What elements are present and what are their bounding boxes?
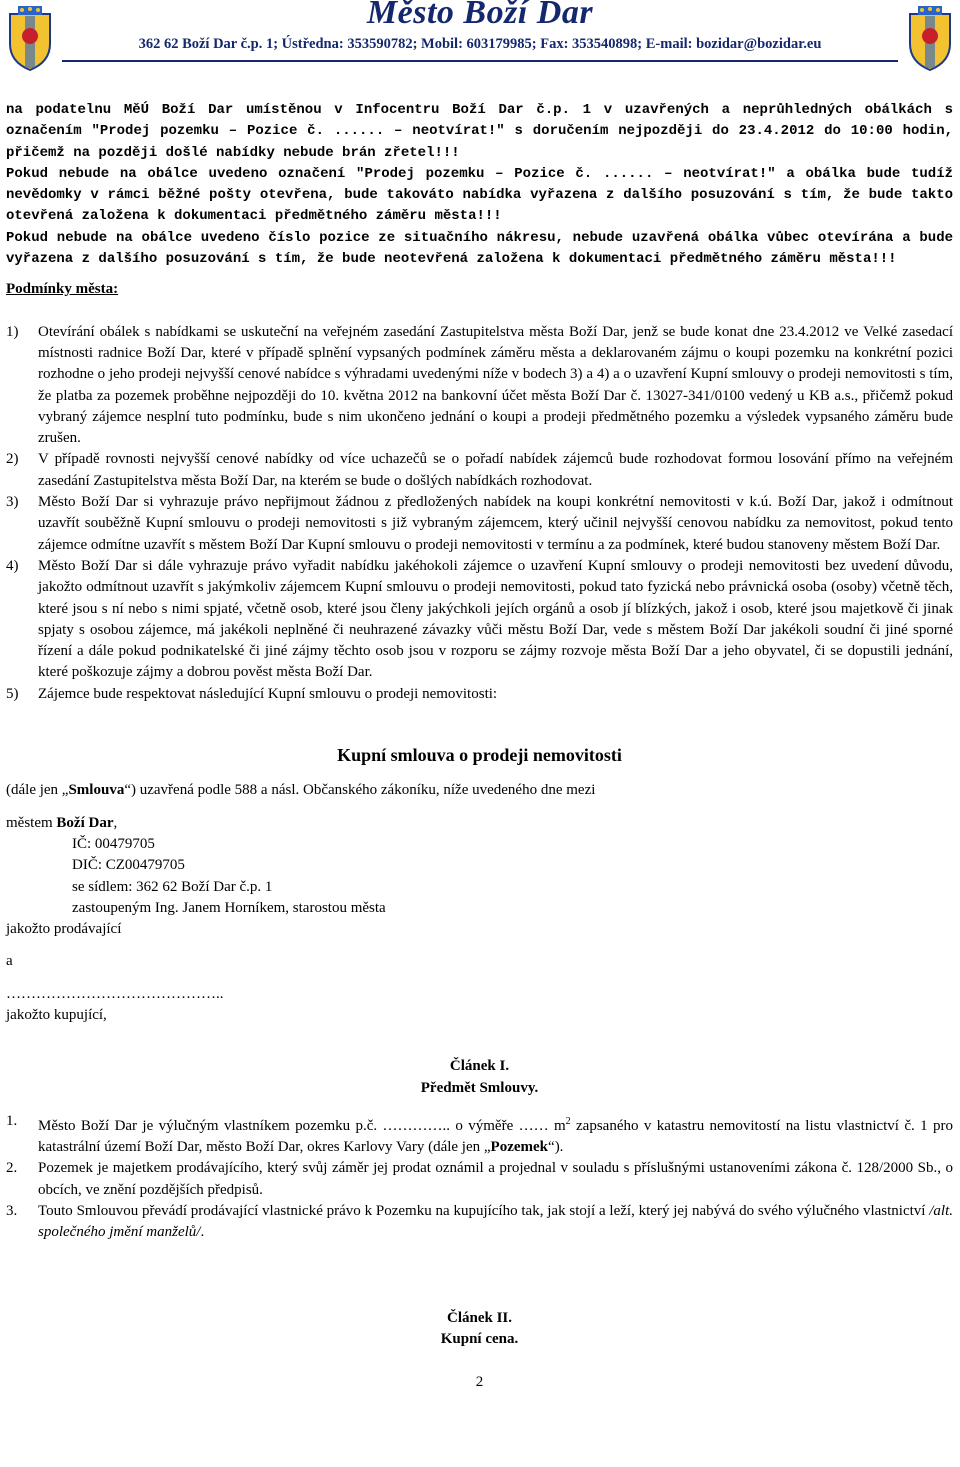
contract-intro-text: “) uzavřená podle 588 a násl. Občanského zákoníku, níže uvedeného dne mezi — [124, 782, 596, 799]
condition-number: 3) — [6, 494, 19, 511]
article-item-term: Pozemek — [490, 1139, 549, 1156]
seller-name: Boží Dar — [56, 814, 114, 831]
article-1-subheading: Předmět Smlouvy. — [420, 1079, 539, 1096]
article-item-number: 1. — [6, 1112, 18, 1129]
condition-item — [6, 556, 953, 684]
buyer-placeholder: …………………………………….. — [6, 985, 224, 1002]
conjunction: a — [6, 953, 13, 970]
article-item-number: 2. — [6, 1160, 18, 1177]
seller-role: jakožto prodávající — [6, 921, 122, 938]
seller-party — [6, 813, 953, 834]
buyer-role: jakožto kupující, — [6, 1006, 107, 1023]
article-item-text: Touto Smlouvou převádí prodávající vlastnické právo k Pozemku na kupujícího tak, jak stojí a leží, který jej nabývá do svého výlučného vlastnictví — [38, 1203, 930, 1220]
intro-paragraph-2-text: a obálka bude tudíž nevědomky v rámci běžné pošty otevřena, bude takováto nabídka vyřazena z dalšího posuzování s tím, že bude takto otevřená založena k dokumentaci předmětného záměru města!!! — [6, 165, 953, 225]
contract-intro — [6, 780, 953, 801]
condition-item — [6, 449, 953, 492]
article-2-heading: Článek II. — [446, 1309, 513, 1326]
condition-number: 4) — [6, 557, 19, 574]
condition-number: 2) — [6, 451, 19, 468]
seller-dic: DIČ: CZ00479705 — [72, 857, 185, 874]
article-item-text: “). — [548, 1139, 564, 1156]
article-1-item — [6, 1111, 953, 1159]
article-2-subheading: Kupní cena. — [440, 1330, 519, 1347]
article-item-text: Pozemek je majetkem prodávajícího, který svůj záměr jej prodat oznámil a projednal v souladu s příslušnými ustanoveními zákona č. 128/2000 Sb., o obcích, ve znění pozdějších předpisů. — [38, 1160, 953, 1198]
page-number: 2 — [475, 1374, 484, 1391]
condition-item — [6, 684, 953, 705]
seller-seat: se sídlem: 362 62 Boží Dar č.p. 1 — [72, 878, 273, 895]
superscript: 2 — [565, 1115, 571, 1127]
contract-intro-term: Smlouva — [68, 782, 125, 799]
article-1-heading: Článek I. — [449, 1058, 510, 1075]
conditions-heading: Podmínky města: — [6, 281, 119, 298]
contract-title: Kupní smlouva o prodeji nemovitosti — [337, 745, 622, 766]
intro-paragraph-1: na podatelnu MěÚ Boží Dar umístěnou v Infocentru Boží Dar č.p. 1 v uzavřených a neprůhledných obálkách s označením "Prodej pozemku – Pozice č. ...... – neotvírat!" s doručením nejpozději do 23.4.2012 do 10:00 hodin, přičemž na později došlé nabídky nebude brán zřetel!!! — [6, 102, 953, 161]
letterhead-divider — [62, 60, 898, 62]
condition-number: 1) — [6, 323, 19, 340]
article-item-number: 3. — [6, 1203, 18, 1220]
seller-representative: zastoupeným Ing. Janem Horníkem, starostou města — [72, 899, 386, 916]
article-1-list — [6, 1111, 953, 1244]
condition-text: Otevírání obálek s nabídkami se uskuteční na veřejném zasedání Zastupitelstva města Boží Dar, jenž se bude konat dne 23.4.2012 ve Velké zasedací místnosti radnice Boží Dar, které v případě splnění vypsaných podmínek záměru města a deklarovaném zájmu o koupi pozemku na konkrétní pozici rozhodne o jeho prodeji nejvyšší cenové nabídce s výhradami uvedenými níže v bodech 3) a 4) a o uzavření Kupní smlouvy o prodeji nemovitosti s tím, že platba za pozemek proběhne nejpozději do 10. května 2012 na bankovní účet města Boží Dar č. 13027-341/0100 vedený u KB a.s., přičemž pokud vybraný zájemce nesplní tuto podmínku, bude s nim ukončeno jednání o koupi a prodeji předmětného pozemku a výsledek vypsaného záměru bude zrušen. — [38, 323, 953, 447]
article-item-text: Město Boží Dar je výlučným vlastníkem pozemku p.č. ………….. o výměře …… m — [38, 1117, 566, 1134]
condition-text: V případě rovnosti nejvyšší cenové nabídky od více uchazečů se o pořadí nabídek zájemců bude rozhodovat formou losování přímo na veřejném zasedání Zastupitelstva města Boží Dar, na kterém se bude o došlých nabídkách rozhodovat. — [38, 451, 953, 489]
condition-text: Zájemce bude respektovat následující Kupní smlouvu o prodeji nemovitosti: — [38, 685, 498, 702]
intro-paragraph-2-label: Pokud nebude na obálce uvedeno označení "Prodej pozemku – Pozice č. ...... – neotvírat!" — [6, 165, 776, 182]
contract-intro-text: (dále jen „ — [6, 782, 69, 799]
condition-text: Město Boží Dar si dále vyhrazuje právo vyřadit nabídku jakéhokoli zájemce o uzavření Kupní smlouvy o prodeji nemovitosti bez uvedení důvodu, jakožto odmítnout uzavřít s jakýmkoliv zájemcem Kupní smlouvu o prodeji nemovitosti, pokud tato fyzická nebo právnická osoba (osoby) včetně těch, které jsou s ní nebo s nimi spjaté, včetně osob, které jsou členy jakýchkoli jejích orgánů a osob jí blízkých, jakož i osob, které jsou majetkově či jinak spjaty s osobou zájemce, má jakékoli neplněné či neuhrazené závazky vůči městu Boží Dar, vede s městem Boží Dar jakékoli soudní či jiné sporné řízení a dále pokud podnikatelské či jiné zájmy těchto osob jsou v rozporu se zájmy rozvoje města Boží Dar a jeho obyvatel, či se dopustili jednání, které poškozuje zájmy a dobrou pověst města Boží Dar. — [38, 557, 953, 681]
letterhead-contact: 362 62 Boží Dar č.p. 1; Ústředna: 353590782; Mobil: 603179985; Fax: 353540898; E-mail: bozidar@bozidar.eu — [138, 36, 822, 52]
article-item-text: zapsaného v katastru nemovitostí na listu vlastnictví č. 1 pro katastrální území Boží Dar, město Boží Dar, okres Karlovy Vary (dále jen „ — [38, 1117, 953, 1156]
seller-suffix: , — [113, 814, 118, 831]
condition-item — [6, 492, 953, 556]
condition-item — [6, 322, 953, 450]
condition-number: 5) — [6, 685, 19, 702]
seller-ic: IČ: 00479705 — [72, 835, 155, 852]
document-body — [6, 100, 953, 1394]
article-item-italic: /alt. společného jmění manželů/ — [38, 1203, 953, 1241]
intro-paragraph-2 — [6, 164, 953, 228]
conditions-list — [6, 322, 953, 705]
letterhead-title: Město Boží Dar — [366, 0, 594, 31]
article-item-text: . — [200, 1224, 205, 1241]
article-1-item — [6, 1201, 953, 1244]
intro-paragraph-3: Pokud nebude na obálce uvedeno číslo pozice ze situačního nákresu, nebude uzavřená obálka vůbec otevírána a bude vyřazena z dalšího posuzování s tím, že bude neotevřená založena k dokumentaci předmětného záměru města!!! — [6, 229, 953, 268]
seller-prefix: městem — [6, 814, 57, 831]
condition-text: Město Boží Dar si vyhrazuje právo nepřijmout žádnou z předložených nabídek na koupi konkrétní nemovitosti v k.ú. Boží Dar, jakož i odmítnout uzavřít souběžně Kupní smlouvu o prodeji nemovitosti s již vybraným zájemcem, který učinil nejvyšší cenovou nabídku za nemovitost, pokud tento zájemce odmítne uzavřít s městem Boží Dar Kupní smlouvu o prodeji nemovitosti v termínu a za podmínek, které budou stanoveny městem Boží Dar. — [38, 494, 953, 553]
article-1-item — [6, 1158, 953, 1201]
